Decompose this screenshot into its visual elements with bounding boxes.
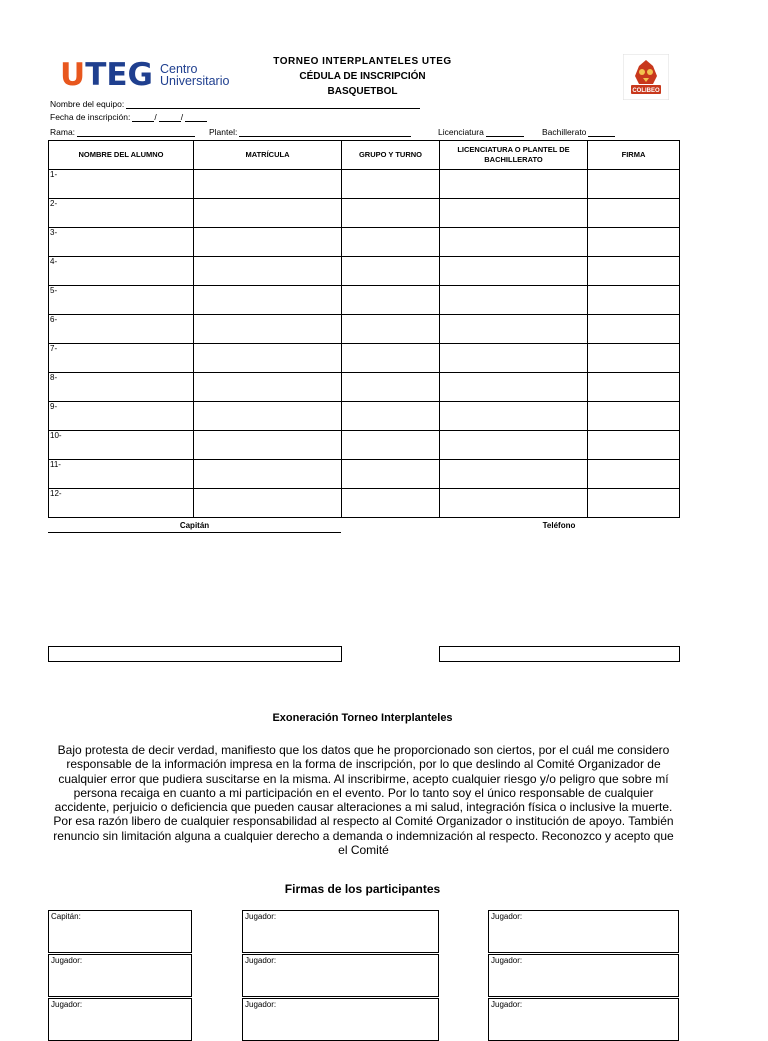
row-number-cell[interactable]: 1- bbox=[49, 170, 194, 199]
row-number-cell[interactable]: 8- bbox=[49, 373, 194, 402]
table-row bbox=[49, 315, 680, 344]
row-number-cell[interactable]: 7- bbox=[49, 344, 194, 373]
table-cell[interactable] bbox=[342, 228, 440, 257]
rama-field: Rama: bbox=[50, 127, 195, 137]
table-cell[interactable] bbox=[342, 373, 440, 402]
date-day-line[interactable] bbox=[132, 112, 154, 122]
table-header-row bbox=[49, 141, 680, 170]
player-signature-box[interactable]: Jugador: bbox=[488, 954, 679, 997]
col-header-signature: FIRMA bbox=[588, 141, 680, 170]
table-cell[interactable] bbox=[588, 489, 680, 518]
licenciatura-field: Licenciatura bbox=[438, 127, 524, 137]
date-year-line[interactable] bbox=[185, 112, 207, 122]
table-cell[interactable] bbox=[342, 257, 440, 286]
row-number-cell[interactable]: 2- bbox=[49, 199, 194, 228]
table-cell[interactable] bbox=[194, 489, 342, 518]
signature-column-3 bbox=[488, 910, 679, 1041]
table-cell[interactable] bbox=[194, 431, 342, 460]
player-signature-box[interactable]: Jugador: bbox=[48, 998, 192, 1041]
table-cell[interactable] bbox=[342, 344, 440, 373]
table-cell[interactable] bbox=[194, 373, 342, 402]
bachillerato-line[interactable] bbox=[588, 127, 615, 137]
table-row bbox=[49, 344, 680, 373]
row-number-cell[interactable]: 3- bbox=[49, 228, 194, 257]
table-cell[interactable] bbox=[588, 373, 680, 402]
registration-date-field: Fecha de inscripción: / / bbox=[50, 112, 207, 122]
col-header-group: GRUPO Y TURNO bbox=[342, 141, 440, 170]
table-row bbox=[49, 489, 680, 518]
bachillerato-field: Bachillerato bbox=[542, 127, 615, 137]
team-name-field: Nombre del equipo: bbox=[50, 99, 420, 109]
table-cell[interactable] bbox=[194, 257, 342, 286]
colibeo-mascot-badge bbox=[623, 54, 669, 100]
row-number-cell[interactable]: 9- bbox=[49, 402, 194, 431]
table-cell[interactable] bbox=[588, 257, 680, 286]
table-cell[interactable] bbox=[342, 489, 440, 518]
table-cell[interactable] bbox=[440, 344, 588, 373]
signature-column-1 bbox=[48, 910, 192, 1041]
waiver-text: Bajo protesta de decir verdad, manifiesto que los datos que he proporcionado son ciertos, por el cuál me considero responsable de la información impresa en la forma de inscripción, por lo que deslindo al Comité Organizador de cualquier error que pudiera suscitarse en la misma. Al inscribirme, acepto cualquier riesgo y/o peligro que sobre mí persona recaiga en cuanto a mi participación en el evento. Por lo tanto soy el único responsable de cualquier accidente, perjuicio o deficiencia que pueden causar alteraciones a mi salud, integración física o inclusive la muerte. Por esa razón libero de cualquier responsabilidad al respecto al Comité Organizador o institución de apoyo. También renuncio sin limitación alguna a cualquier derecho a demanda o indemnización al respecto. Reconozco y acepto que el Comité bbox=[53, 743, 674, 858]
row-number-cell[interactable]: 6- bbox=[49, 315, 194, 344]
player-signature-box[interactable]: Jugador: bbox=[488, 998, 679, 1041]
signature-column-2 bbox=[242, 910, 439, 1041]
table-cell[interactable] bbox=[588, 431, 680, 460]
table-row bbox=[49, 228, 680, 257]
badge-label: COLIBEO bbox=[632, 88, 660, 94]
table-cell[interactable] bbox=[342, 431, 440, 460]
captain-input-box[interactable] bbox=[48, 646, 342, 662]
table-cell[interactable] bbox=[342, 460, 440, 489]
table-row bbox=[49, 170, 680, 199]
captain-label: Capitán bbox=[179, 521, 210, 530]
table-cell[interactable] bbox=[588, 286, 680, 315]
table-cell[interactable] bbox=[342, 170, 440, 199]
player-signature-box[interactable]: Jugador: bbox=[488, 910, 679, 953]
table-cell[interactable] bbox=[440, 170, 588, 199]
row-number-cell[interactable]: 4- bbox=[49, 257, 194, 286]
captain-signature-box[interactable]: Capitán: bbox=[48, 910, 192, 953]
table-cell[interactable] bbox=[440, 431, 588, 460]
table-row bbox=[49, 431, 680, 460]
table-cell[interactable] bbox=[194, 460, 342, 489]
captain-line bbox=[48, 532, 341, 533]
waiver-title: Exoneración Torneo Interplanteles bbox=[272, 712, 453, 724]
plantel-field: Plantel: bbox=[209, 127, 411, 137]
plantel-line[interactable] bbox=[239, 127, 411, 137]
table-cell[interactable] bbox=[342, 286, 440, 315]
table-row bbox=[49, 373, 680, 402]
row-number-cell[interactable]: 5- bbox=[49, 286, 194, 315]
col-header-licenciatura: LICENCIATURA O PLANTEL DE BACHILLERATO bbox=[440, 141, 588, 170]
player-signature-box[interactable]: Jugador: bbox=[48, 954, 192, 997]
player-signature-box[interactable]: Jugador: bbox=[242, 910, 439, 953]
table-cell[interactable] bbox=[588, 199, 680, 228]
table-row bbox=[49, 460, 680, 489]
table-cell[interactable] bbox=[588, 170, 680, 199]
table-cell[interactable] bbox=[194, 286, 342, 315]
table-cell[interactable] bbox=[588, 315, 680, 344]
table-cell[interactable] bbox=[194, 344, 342, 373]
row-number-cell[interactable]: 11- bbox=[49, 460, 194, 489]
table-row bbox=[49, 402, 680, 431]
table-cell[interactable] bbox=[342, 315, 440, 344]
signatures-title: Firmas de los participantes bbox=[284, 882, 441, 896]
table-cell[interactable] bbox=[440, 315, 588, 344]
table-cell[interactable] bbox=[440, 489, 588, 518]
phone-label: Teléfono bbox=[542, 521, 576, 530]
form-title: TORNEO INTERPLANTELES UTEG CÉDULA DE INSCRIPCIÓN BASQUETBOL bbox=[273, 56, 452, 97]
table-cell[interactable] bbox=[440, 257, 588, 286]
phone-input-box[interactable] bbox=[439, 646, 680, 662]
table-row bbox=[49, 257, 680, 286]
table-row bbox=[49, 199, 680, 228]
table-cell[interactable] bbox=[194, 315, 342, 344]
table-cell[interactable] bbox=[440, 199, 588, 228]
logo-subtitle: Centro Universitario bbox=[159, 62, 230, 88]
row-number-cell[interactable]: 10- bbox=[49, 431, 194, 460]
table-cell[interactable] bbox=[440, 228, 588, 257]
licenciatura-line[interactable] bbox=[486, 127, 524, 137]
date-month-line[interactable] bbox=[159, 112, 181, 122]
table-cell[interactable] bbox=[588, 344, 680, 373]
table-cell[interactable] bbox=[194, 402, 342, 431]
rama-line[interactable] bbox=[77, 127, 195, 137]
table-cell[interactable] bbox=[194, 199, 342, 228]
table-cell[interactable] bbox=[440, 460, 588, 489]
table-cell[interactable] bbox=[588, 402, 680, 431]
row-number-cell[interactable]: 12- bbox=[49, 489, 194, 518]
table-cell[interactable] bbox=[588, 228, 680, 257]
col-header-matricula: MATRÍCULA bbox=[194, 141, 342, 170]
table-cell[interactable] bbox=[342, 199, 440, 228]
players-table bbox=[48, 140, 680, 518]
table-cell[interactable] bbox=[440, 402, 588, 431]
table-cell[interactable] bbox=[194, 170, 342, 199]
player-signature-box[interactable]: Jugador: bbox=[242, 954, 439, 997]
logo-wordmark: UTEG bbox=[60, 57, 153, 93]
table-cell[interactable] bbox=[588, 460, 680, 489]
table-cell[interactable] bbox=[342, 402, 440, 431]
col-header-name: NOMBRE DEL ALUMNO bbox=[49, 141, 194, 170]
player-signature-box[interactable]: Jugador: bbox=[242, 998, 439, 1041]
table-cell[interactable] bbox=[440, 373, 588, 402]
table-row bbox=[49, 286, 680, 315]
table-cell[interactable] bbox=[440, 286, 588, 315]
table-cell[interactable] bbox=[194, 228, 342, 257]
team-name-line[interactable] bbox=[126, 99, 420, 109]
